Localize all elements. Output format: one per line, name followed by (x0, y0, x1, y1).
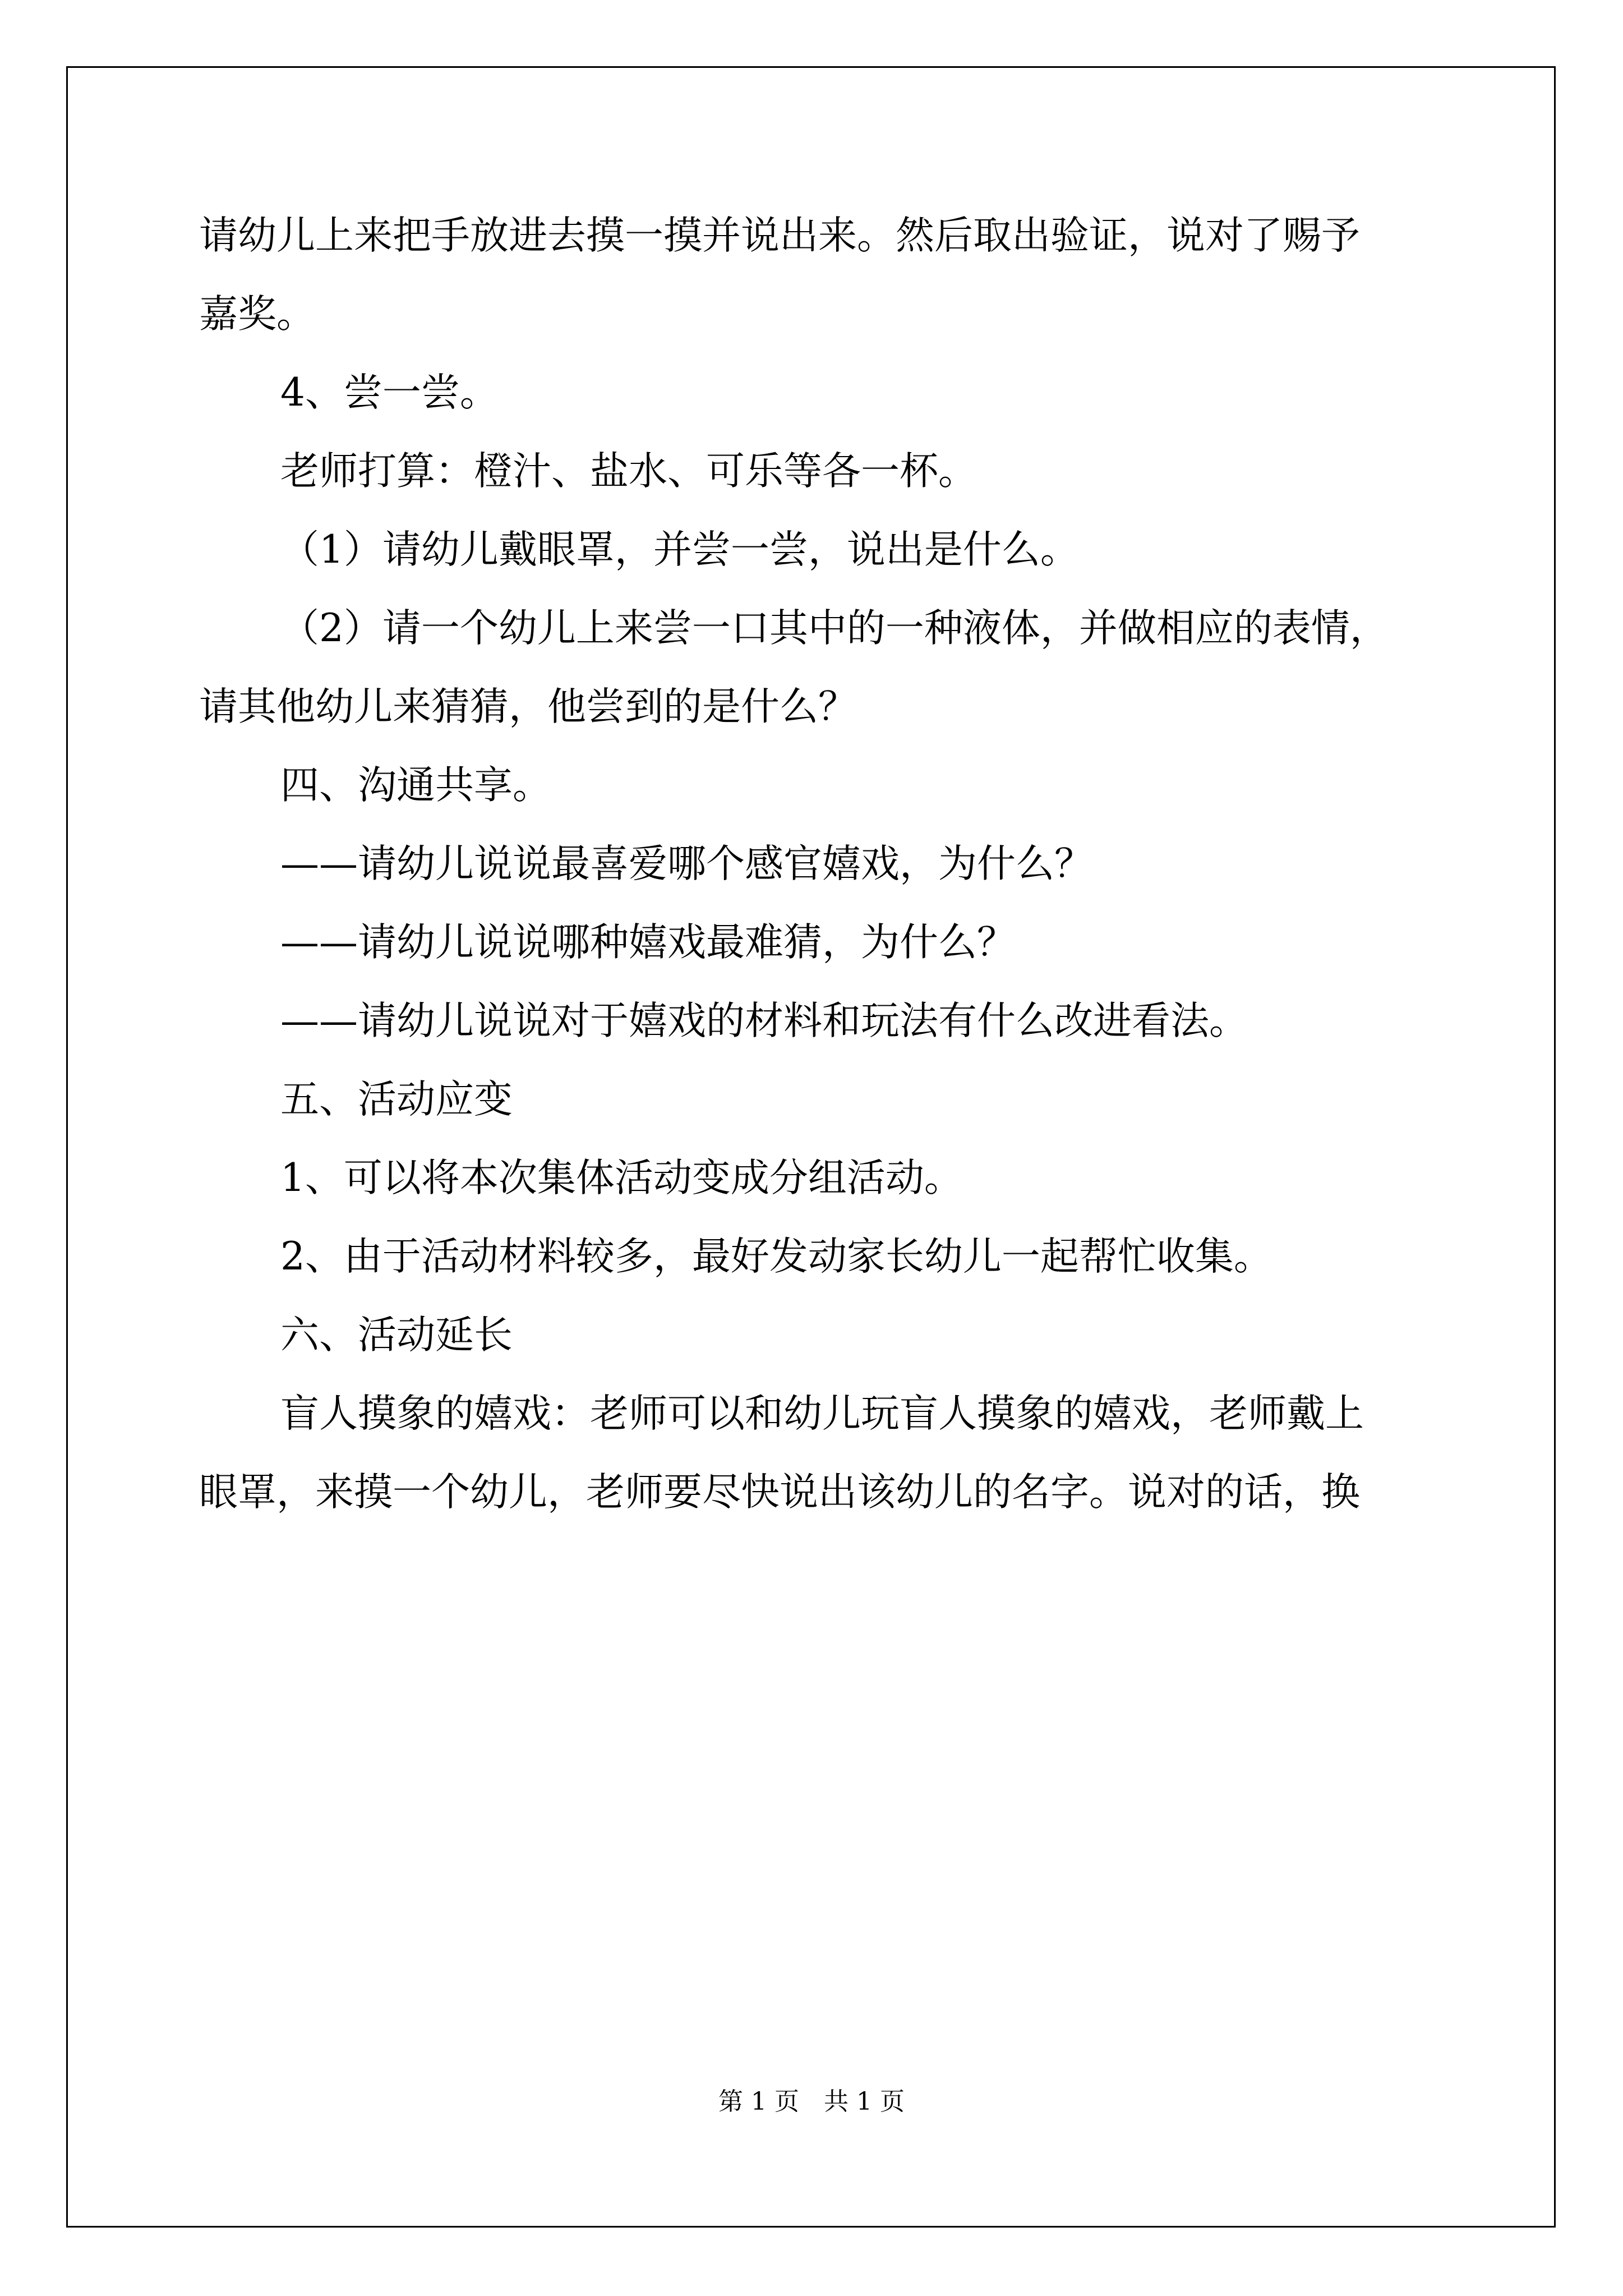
adapt-item-1: 1、可以将本次集体活动变成分组活动。 (280, 1156, 963, 1200)
list-item-2: （2）请一个幼儿上来尝一口其中的一种液体，并做相应的表情， (280, 606, 1389, 651)
adapt-item-2: 2、由于活动材料较多，最好发动家长幼儿一起帮忙收集。 (280, 1234, 1272, 1279)
paragraph-line-1: 请幼儿上来把手放进去摸一摸并说出来。然后取出验证，说对了赐予 (199, 213, 1360, 258)
section-heading-taste: 4、尝一尝。 (280, 370, 499, 415)
page-footer: 第 1 页 共 1 页 (718, 2087, 905, 2116)
list-item-2-continued: 请其他幼儿来猜猜，他尝到的是什么？ (199, 684, 857, 729)
dash-item-2: ——请幼儿说说哪种嬉戏最难猜，为什么？ (280, 920, 1016, 965)
section-heading-extend: 六、活动延长 (280, 1313, 513, 1358)
section-heading-adapt: 五、活动应变 (280, 1077, 513, 1122)
paragraph-line-materials: 老师打算：橙汁、盐水、可乐等各一杯。 (280, 449, 977, 494)
list-item-1: （1）请幼儿戴眼罩，并尝一尝，说出是什么。 (280, 527, 1079, 572)
extend-paragraph-line-1: 盲人摸象的嬉戏：老师可以和幼儿玩盲人摸象的嬉戏，老师戴上 (280, 1391, 1364, 1436)
paragraph-line-2: 嘉奖。 (199, 292, 315, 337)
dash-item-1: ——请幼儿说说最喜爱哪个感官嬉戏，为什么？ (280, 841, 1093, 886)
extend-paragraph-line-2: 眼罩，来摸一个幼儿，老师要尽快说出该幼儿的名字。说对的话，换 (199, 1470, 1360, 1515)
section-heading-share: 四、沟通共享。 (280, 763, 551, 808)
dash-item-3: ——请幼儿说说对于嬉戏的材料和玩法有什么改进看法。 (280, 999, 1248, 1043)
